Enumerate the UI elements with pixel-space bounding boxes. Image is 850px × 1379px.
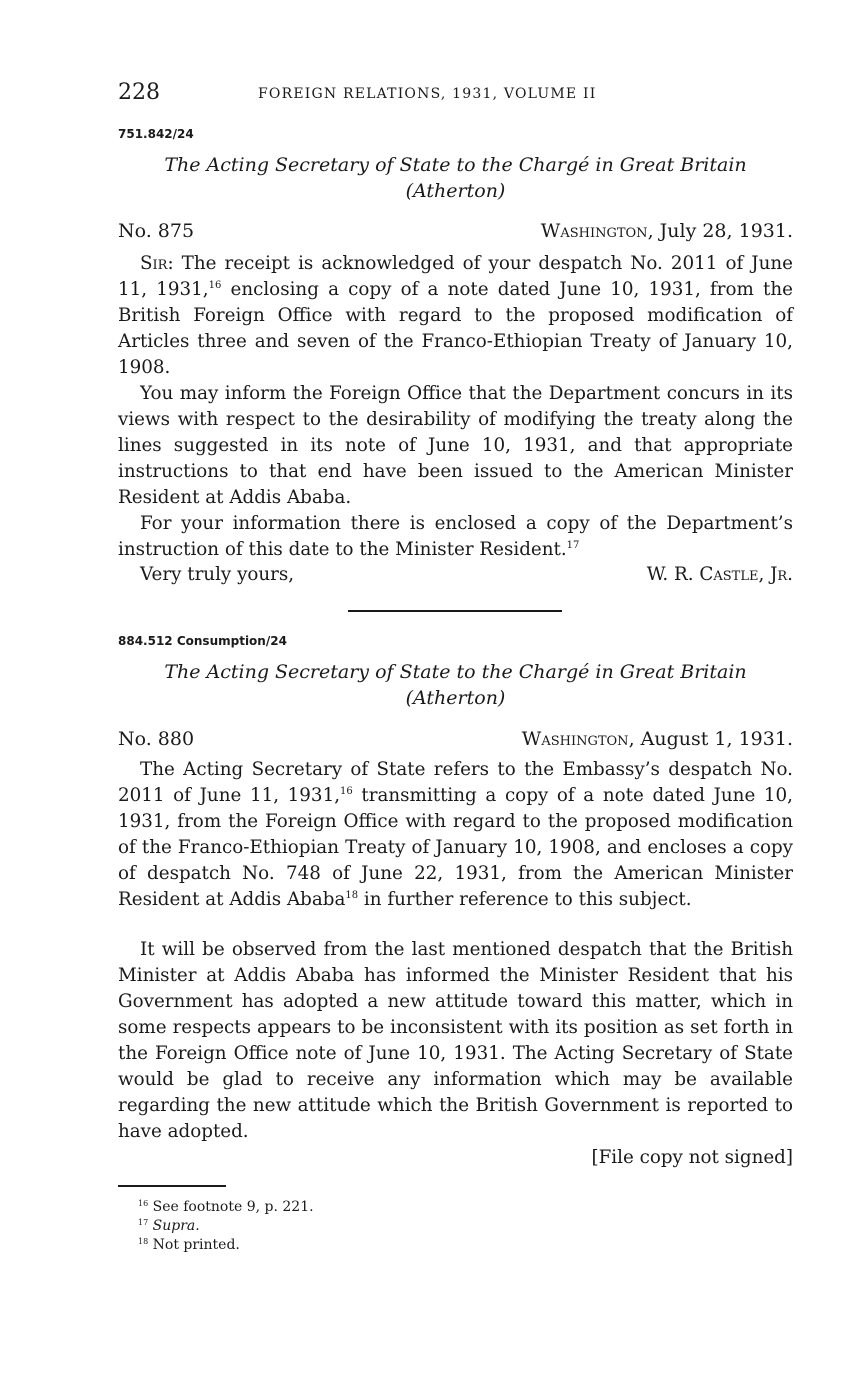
footnote-ref: 16: [340, 786, 353, 797]
place: Washington: [521, 728, 629, 750]
document-heading-1: [118, 152, 793, 204]
footnote-rule: [118, 1185, 226, 1187]
heading-line-2: (Atherton): [405, 687, 506, 709]
heading-line-1: The Acting Secretary of State to the Chargé in Great Britain: [164, 661, 747, 683]
file-number-1: 751.842/24: [118, 127, 194, 141]
footnote-16: $^{16}$ See footnote 9, p. 221.: [138, 1199, 314, 1215]
paragraph-4: The Acting Secretary of State refers to the Embassy’s despatch No. 2011 of June 11, 1931,16 transmitting a copy of a note dated June 10, 1931, from the Foreign Office with regard to the proposed modification of the Franco-Ethiopian Treaty of January 10, 1908, and encloses a copy of despatch No. 748 of June 22, 1931, from the American Minister Resident at Addis Ababa$^{18}$ in further reference to this subject.: [118, 759, 793, 910]
place-date: [541, 220, 793, 242]
signature: W. R. Castle, Jr.: [646, 564, 793, 585]
footnote-17: $^{17}$ Supra.: [138, 1218, 200, 1234]
footnote-ref: 17: [566, 540, 580, 551]
footnote-ref: 16: [208, 280, 222, 291]
running-head: [118, 80, 798, 110]
complimentary-close: Very truly yours,: [140, 564, 295, 585]
section-divider: [348, 610, 562, 612]
document-heading-2: [118, 659, 793, 711]
paragraph-5: It will be observed from the last mentioned despatch that the British Minister at Addis Ababa has informed the Minister Resident that his Government has adopted a new attitude toward this matter, which in some respects appears to be inconsistent with its position as set forth in the Foreign Office note of June 10, 1931. The Acting Secretary of State would be glad to receive any information which may be available regarding the new attitude which the British Government is reported to have adopted.: [118, 939, 793, 1142]
date: , August 1, 1931.: [628, 728, 793, 750]
place-date: [522, 728, 793, 750]
paragraph-2: You may inform the Foreign Office that the Department concurs in its views with respect to the desirability of modifying the treaty along the lines suggested in its note of June 10, 1931, and that appropriate instructions to that end have been issued to the American Minister Resident at Addis Ababa.: [118, 383, 793, 508]
paragraph-1: Sir: The receipt is acknowledged of your despatch No. 2011 of June 11, 1931,16 enclosing a copy of a note dated June 10, 1931, from the British Foreign Office with regard to the proposed modification of Articles three and seven of the Franco-Ethiopian Treaty of January 10, 1908.: [118, 253, 793, 378]
heading-line-1: The Acting Secretary of State to the Chargé in Great Britain: [164, 154, 747, 176]
footnotes: [138, 1198, 314, 1255]
place: Washington: [540, 220, 648, 242]
date: , July 28, 1931.: [647, 220, 793, 242]
footnote-18: $^{18}$ Not printed.: [138, 1237, 240, 1253]
closing-line: [118, 564, 793, 590]
heading-line-2: (Atherton): [405, 180, 506, 202]
paragraph-3: For your information there is enclosed a copy of the Department’s instruction of this date to the Minister Resident.$^{17}$: [118, 513, 793, 560]
salutation: Sir: [140, 253, 168, 274]
document-number: No. 875: [118, 220, 195, 242]
running-title: FOREIGN RELATIONS, 1931, VOLUME II: [258, 86, 597, 102]
file-copy-note: [File copy not signed]: [591, 1147, 793, 1168]
page-number: 228: [118, 80, 160, 105]
footnote-ref: 18: [345, 890, 359, 901]
document-number: No. 880: [118, 728, 195, 750]
dateline-2: [118, 728, 793, 754]
file-number-2: 884.512 Consumption/24: [118, 634, 287, 648]
dateline-1: [118, 220, 793, 246]
